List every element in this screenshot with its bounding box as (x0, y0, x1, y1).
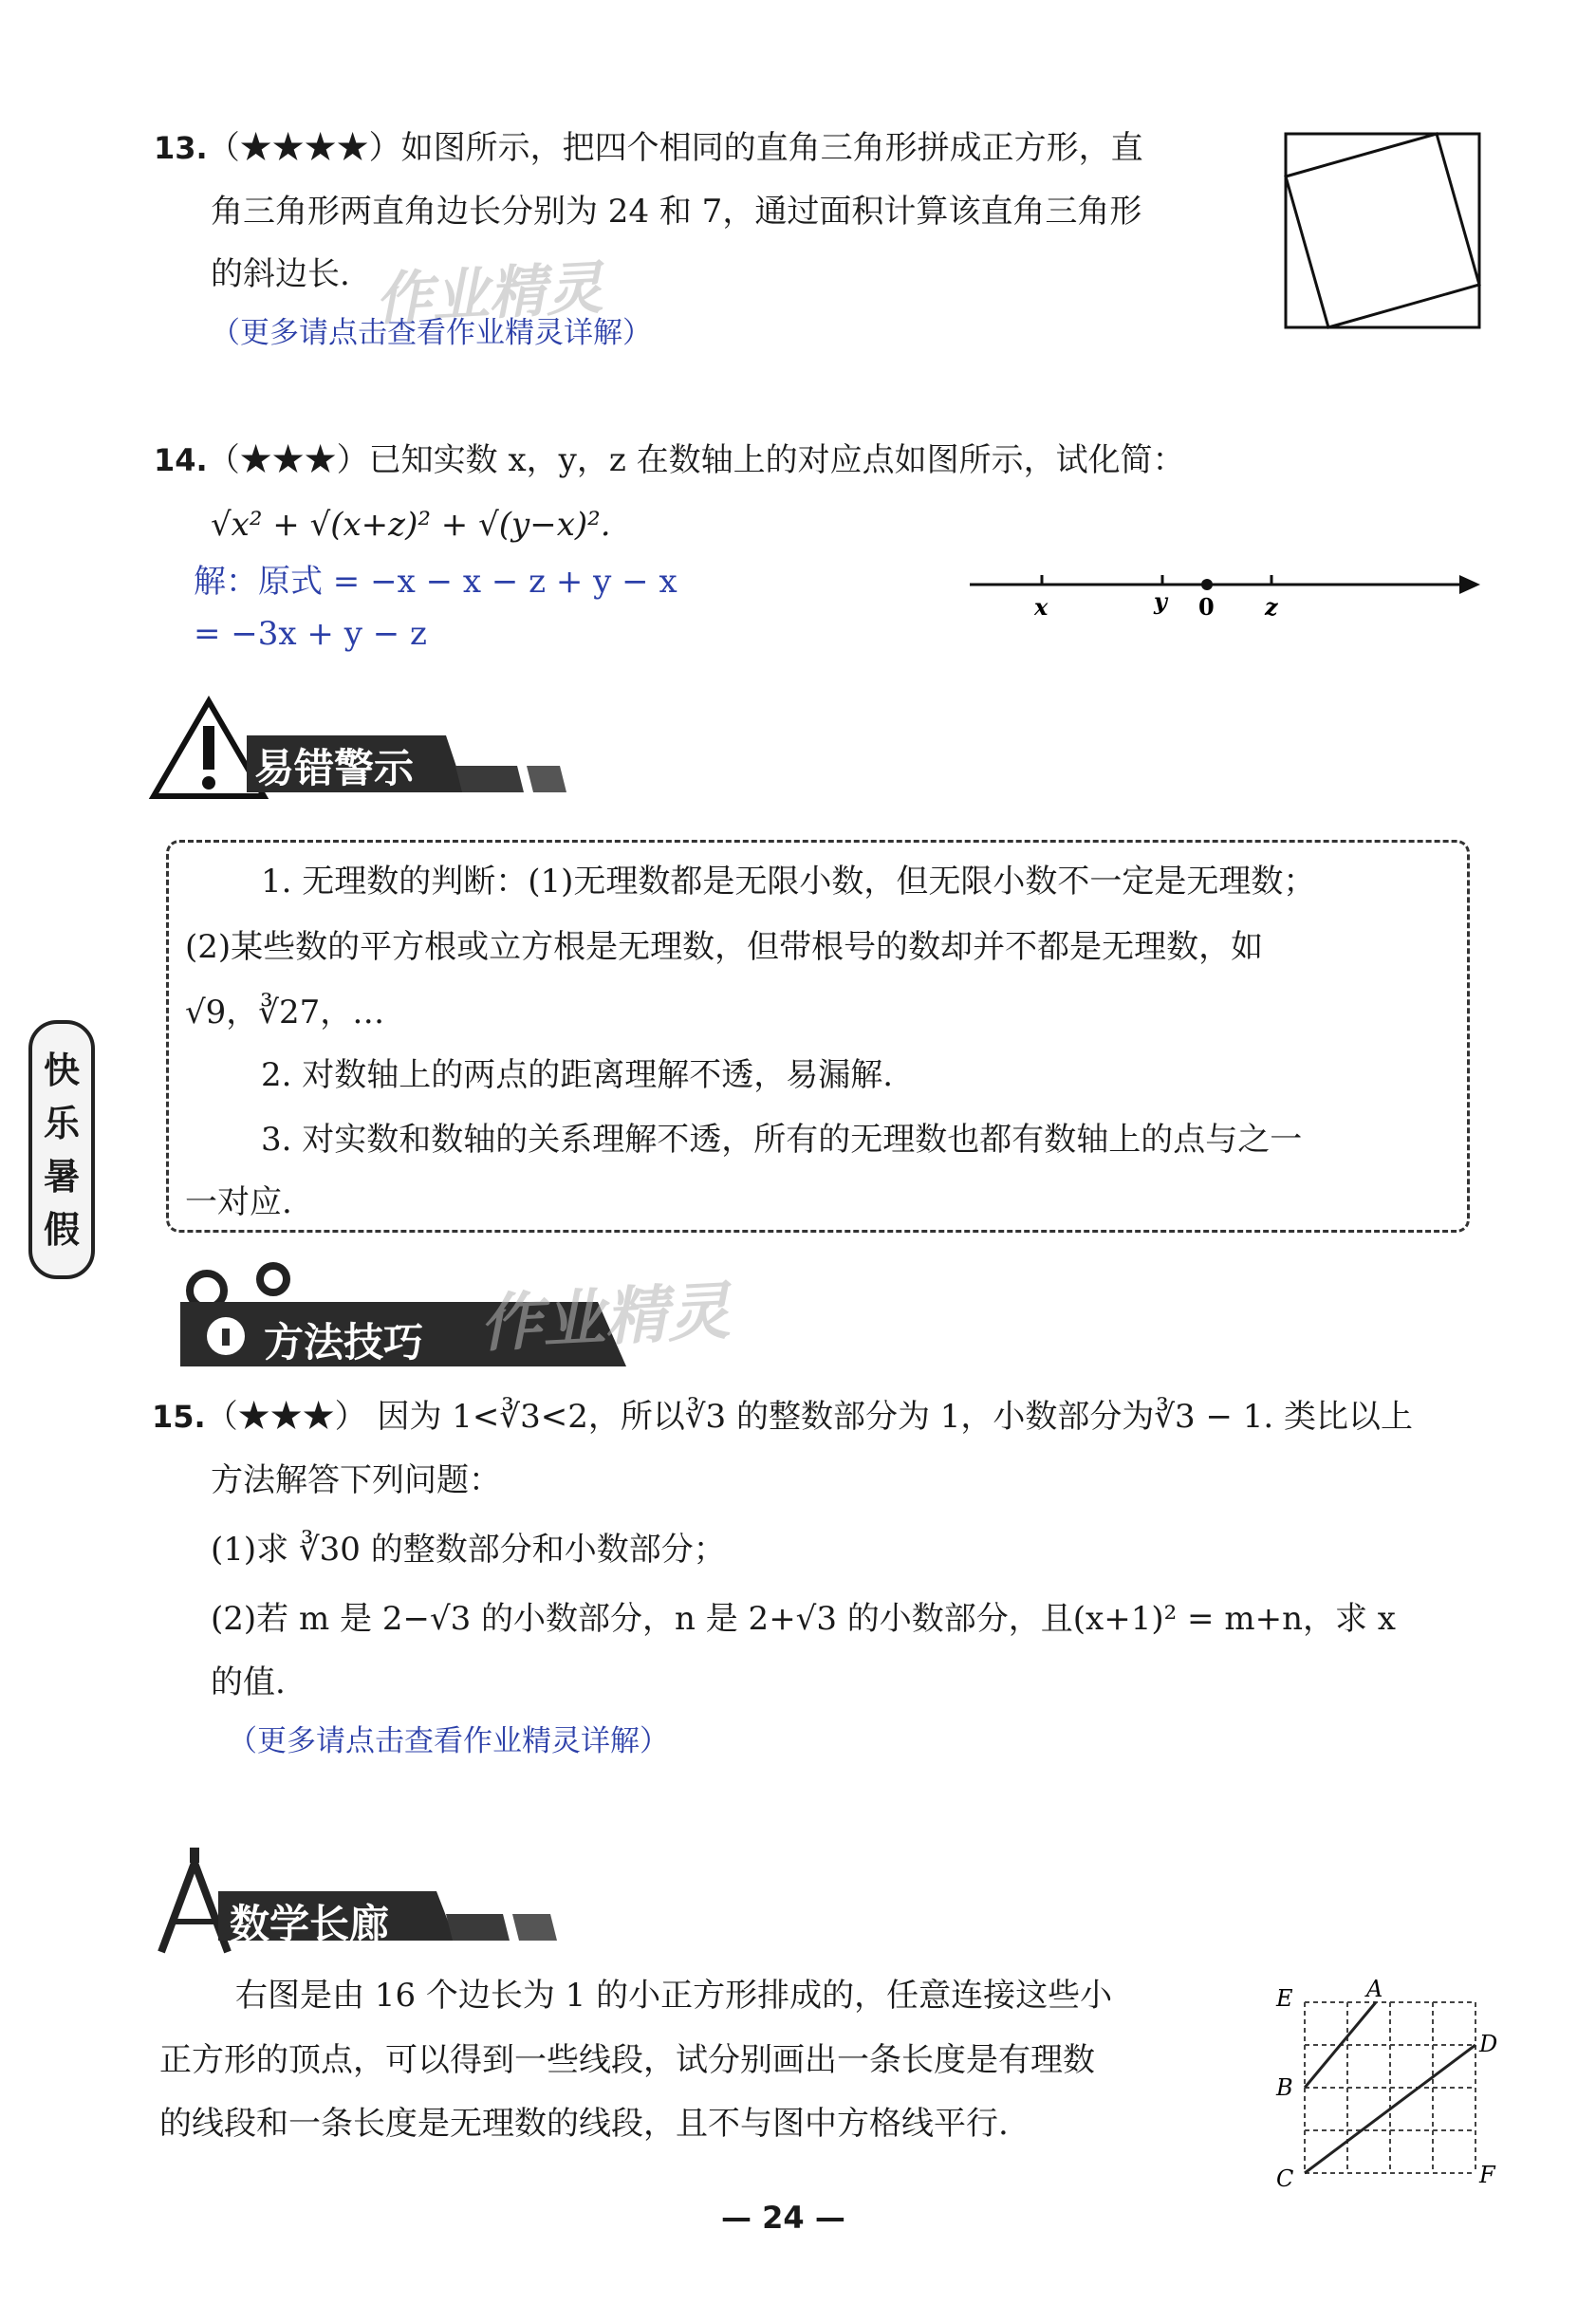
q15-line4: (2)若 m 是 2−√3 的小数部分，n 是 2+√3 的小数部分，且(x+1)² = m+n，求 x (211, 1600, 1396, 1638)
pythagoras-square-figure (1283, 131, 1482, 330)
gallery-line3: 的线段和一条长度是无理数的线段，且不与图中方格线平行. (159, 2105, 1009, 2143)
warning-line6: 一对应. (185, 1183, 292, 1221)
banner-stripe-2 (512, 1914, 557, 1941)
watermark-2: 作业精灵 (477, 1274, 733, 1361)
page-number: — 24 — (721, 2200, 845, 2236)
q15-line2: 方法解答下列问题： (211, 1461, 501, 1499)
side-tab-char-4: 假 (43, 1208, 80, 1251)
q13-detail-link[interactable]: （更多请点击查看作业精灵详解） (211, 316, 652, 350)
inner-square (1286, 134, 1479, 327)
point-F: F (1479, 2162, 1495, 2188)
warning-line4: 2. 对数轴上的两点的距离理解不透，易漏解. (261, 1056, 894, 1094)
q13-text-1: （★★★★）如图所示，把四个相同的直角三角形拼成正方形，直 (207, 129, 1143, 167)
warning-line3: √9，∛27，… (185, 994, 385, 1031)
point-A: A (1366, 1976, 1383, 2002)
label-z: z (1265, 593, 1278, 621)
point-B: B (1276, 2074, 1293, 2101)
watermark-1: 作业精灵 (373, 254, 604, 334)
gallery-line2: 正方形的顶点，可以得到一些线段，试分别画出一条长度是有理数 (159, 2041, 1095, 2079)
gallery-line1: 右图是由 16 个边长为 1 的小正方形排成的，任意连接这些小 (235, 1977, 1113, 2015)
warning-line2: (2)某些数的平方根或立方根是无理数，但带根号的数却并不都是无理数，如 (185, 928, 1264, 966)
section-warning-header (152, 697, 569, 802)
q15-line3: (1)求 ∛30 的整数部分和小数部分； (211, 1531, 726, 1569)
lock-shackle-right (260, 1266, 287, 1292)
lock-keyhole (222, 1329, 230, 1346)
q13-line1 (154, 126, 1143, 170)
origin-point (1201, 579, 1213, 590)
axis-arrow (1459, 575, 1480, 594)
q13-line3: 的斜边长. (211, 255, 350, 293)
grid-lines (1305, 2002, 1475, 2173)
q13-line2: 角三角形两直角边长分别为 24 和 7，通过面积计算该直角三角形 (211, 193, 1142, 231)
side-tab-char-3: 暑 (43, 1155, 80, 1198)
grid-figure (1267, 1976, 1498, 2197)
section-gallery-header (152, 1846, 560, 1960)
q15-number: 15. (152, 1399, 206, 1435)
label-x: x (1034, 593, 1049, 621)
banner-stripe-2 (527, 766, 566, 792)
q14-line1 (154, 438, 1185, 482)
q14-text-1: （★★★）已知实数 x，y，z 在数轴上的对应点如图所示，试化简： (207, 441, 1185, 479)
q15-line5: 的值. (211, 1663, 286, 1701)
side-tab-char-2: 乐 (43, 1102, 80, 1144)
q14-solution-line2: = −3x + y − z (194, 615, 427, 653)
compass-top (190, 1848, 199, 1863)
q15-detail-link[interactable]: （更多请点击查看作业精灵详解） (228, 1724, 669, 1758)
banner-stripe-1 (446, 1914, 510, 1941)
exclamation-bar (203, 726, 214, 770)
point-D: D (1479, 2031, 1498, 2057)
warning-line5: 3. 对实数和数轴的关系理解不透，所有的无理数也都有数轴上的点与之一 (261, 1121, 1303, 1159)
exclamation-dot (202, 776, 215, 790)
number-line-figure (968, 560, 1485, 621)
q13-number: 13. (154, 130, 208, 166)
label-y: y (1154, 587, 1167, 615)
q15-text-1: （★★★） 因为 1<∛3<2，所以∛3 的整数部分为 1，小数部分为∛3 − 1. 类比以上 (205, 1398, 1414, 1436)
q14-expression: √x² + √(x+z)² + √(y−x)². (211, 506, 611, 544)
q15-line1 (152, 1395, 1413, 1439)
outer-square (1286, 134, 1479, 327)
q14-solution-line1: 解：原式 = −x − x − z + y − x (194, 563, 677, 601)
warning-title: 易错警示 (254, 745, 415, 791)
method-title: 方法技巧 (264, 1319, 424, 1366)
side-tab-summer (28, 1020, 95, 1279)
compass-leg-left (161, 1863, 195, 1952)
point-E: E (1276, 1985, 1293, 2012)
warning-line1: 1. 无理数的判断：(1)无理数都是无限小数，但无限小数不一定是无理数； (261, 863, 1316, 901)
point-C: C (1276, 2165, 1294, 2192)
q14-number: 14. (154, 442, 208, 478)
banner-stripe-1 (455, 766, 524, 792)
side-tab-char-1: 快 (43, 1049, 80, 1091)
label-0: 0 (1198, 593, 1215, 621)
gallery-title: 数学长廊 (230, 1901, 390, 1947)
